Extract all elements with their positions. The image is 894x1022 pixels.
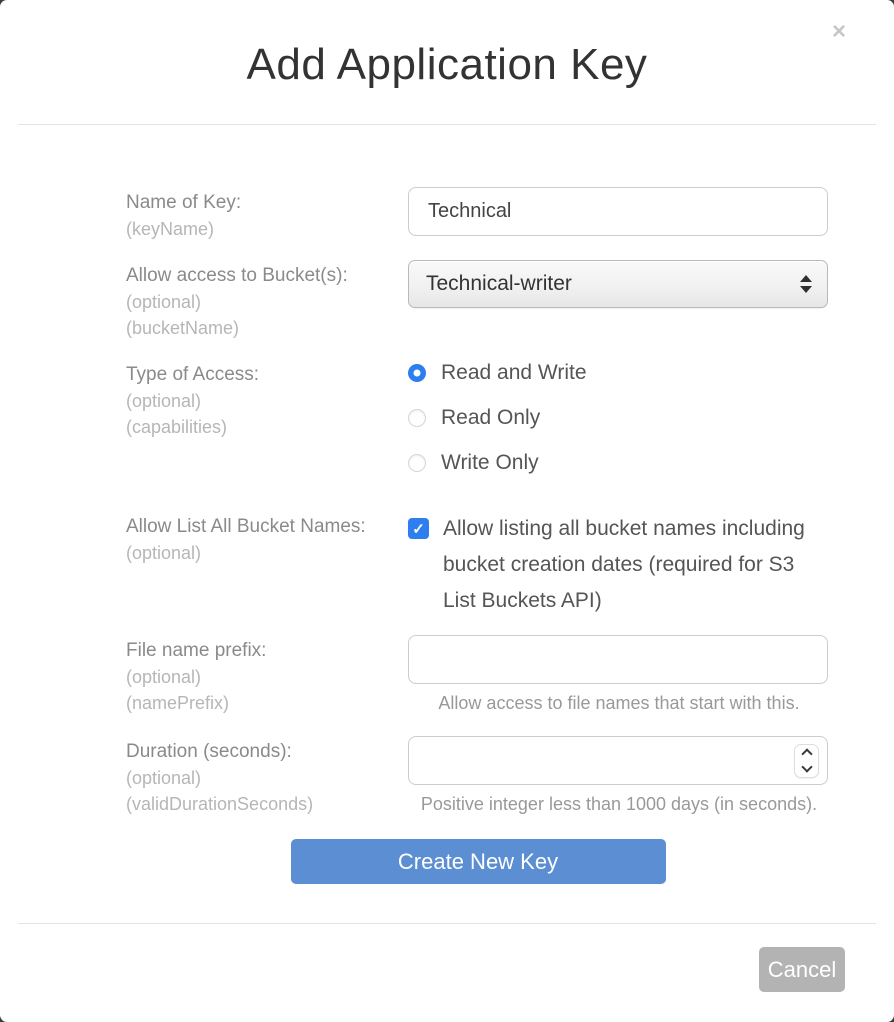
triangle-down-icon: [800, 286, 812, 293]
select-arrows-icon: [800, 275, 812, 293]
key-name-input[interactable]: [408, 187, 828, 236]
name-prefix-input[interactable]: [408, 635, 828, 684]
key-name-control: [408, 187, 830, 242]
number-stepper[interactable]: [794, 744, 819, 778]
radio-read-only[interactable]: [408, 404, 830, 432]
radio-unselected-icon: [408, 409, 426, 427]
list-buckets-checkbox-row: [408, 511, 830, 619]
duration-label: Duration (seconds):: [126, 741, 292, 762]
radio-read-only-label: Read Only: [441, 406, 541, 429]
application-key-form: [0, 187, 894, 884]
name-prefix-sublabel: (namePrefix): [126, 693, 230, 713]
radio-read-and-write-label: Read and Write: [441, 361, 587, 384]
bucket-select-value: Technical-writer: [426, 272, 572, 295]
duration-input[interactable]: [408, 736, 828, 785]
create-new-key-button[interactable]: Create New Key: [291, 839, 666, 884]
form-row-list-buckets: [126, 511, 830, 619]
access-type-capabilities-sublabel: (capabilities): [126, 417, 228, 437]
access-type-control: [408, 359, 830, 477]
bucket-label-group: [126, 260, 408, 341]
duration-control: [408, 736, 830, 817]
access-type-optional-sublabel: (optional): [126, 391, 202, 411]
duration-seconds-sublabel: (validDurationSeconds): [126, 794, 314, 814]
radio-write-only[interactable]: [408, 449, 830, 477]
key-name-sublabel: (keyName): [126, 219, 215, 239]
bucket-name-sublabel: (bucketName): [126, 318, 240, 338]
close-icon[interactable]: ×: [831, 18, 846, 45]
modal-title: Add Application Key: [246, 40, 648, 89]
name-prefix-helper-text: Allow access to file names that start with this.: [438, 693, 800, 713]
name-prefix-label-group: [126, 635, 408, 716]
key-name-label: Name of Key:: [126, 192, 242, 213]
bucket-select[interactable]: [408, 260, 828, 308]
checkbox-checked-icon[interactable]: ✓: [408, 518, 429, 539]
form-row-duration: [126, 736, 830, 817]
form-row-access-type: [126, 359, 830, 477]
duration-helper-text: Positive integer less than 1000 days (in seconds).: [420, 794, 818, 814]
bucket-control: [408, 260, 830, 341]
key-name-label-group: [126, 187, 408, 242]
triangle-up-icon: [800, 275, 812, 282]
name-prefix-label: File name prefix:: [126, 640, 267, 661]
cancel-button[interactable]: Cancel: [759, 947, 845, 992]
chevron-down-icon: [801, 761, 812, 772]
modal-footer: [0, 924, 894, 992]
radio-unselected-icon: [408, 454, 426, 472]
access-type-label: Type of Access:: [126, 364, 260, 385]
duration-optional-sublabel: (optional): [126, 768, 202, 788]
form-row-name-prefix: [126, 635, 830, 716]
list-buckets-checkbox-label: Allow listing all bucket names including bucket creation dates (required for S3 List Buckets API): [443, 517, 805, 612]
list-buckets-optional-sublabel: (optional): [126, 543, 202, 563]
list-buckets-control: [408, 511, 830, 619]
list-buckets-label-group: [126, 511, 408, 619]
radio-selected-icon: [408, 364, 426, 382]
chevron-up-icon: [801, 748, 812, 759]
bucket-label: Allow access to Bucket(s):: [126, 265, 348, 286]
name-prefix-control: [408, 635, 830, 716]
submit-row: [126, 839, 830, 884]
bucket-optional-sublabel: (optional): [126, 292, 202, 312]
form-row-key-name: [126, 187, 830, 242]
radio-read-and-write[interactable]: [408, 359, 830, 387]
header-divider: [18, 124, 876, 125]
access-type-label-group: [126, 359, 408, 477]
list-buckets-label: Allow List All Bucket Names:: [126, 516, 366, 537]
form-row-bucket: [126, 260, 830, 341]
radio-write-only-label: Write Only: [441, 451, 539, 474]
name-prefix-optional-sublabel: (optional): [126, 667, 202, 687]
duration-label-group: [126, 736, 408, 817]
duration-input-wrap: [408, 736, 828, 785]
